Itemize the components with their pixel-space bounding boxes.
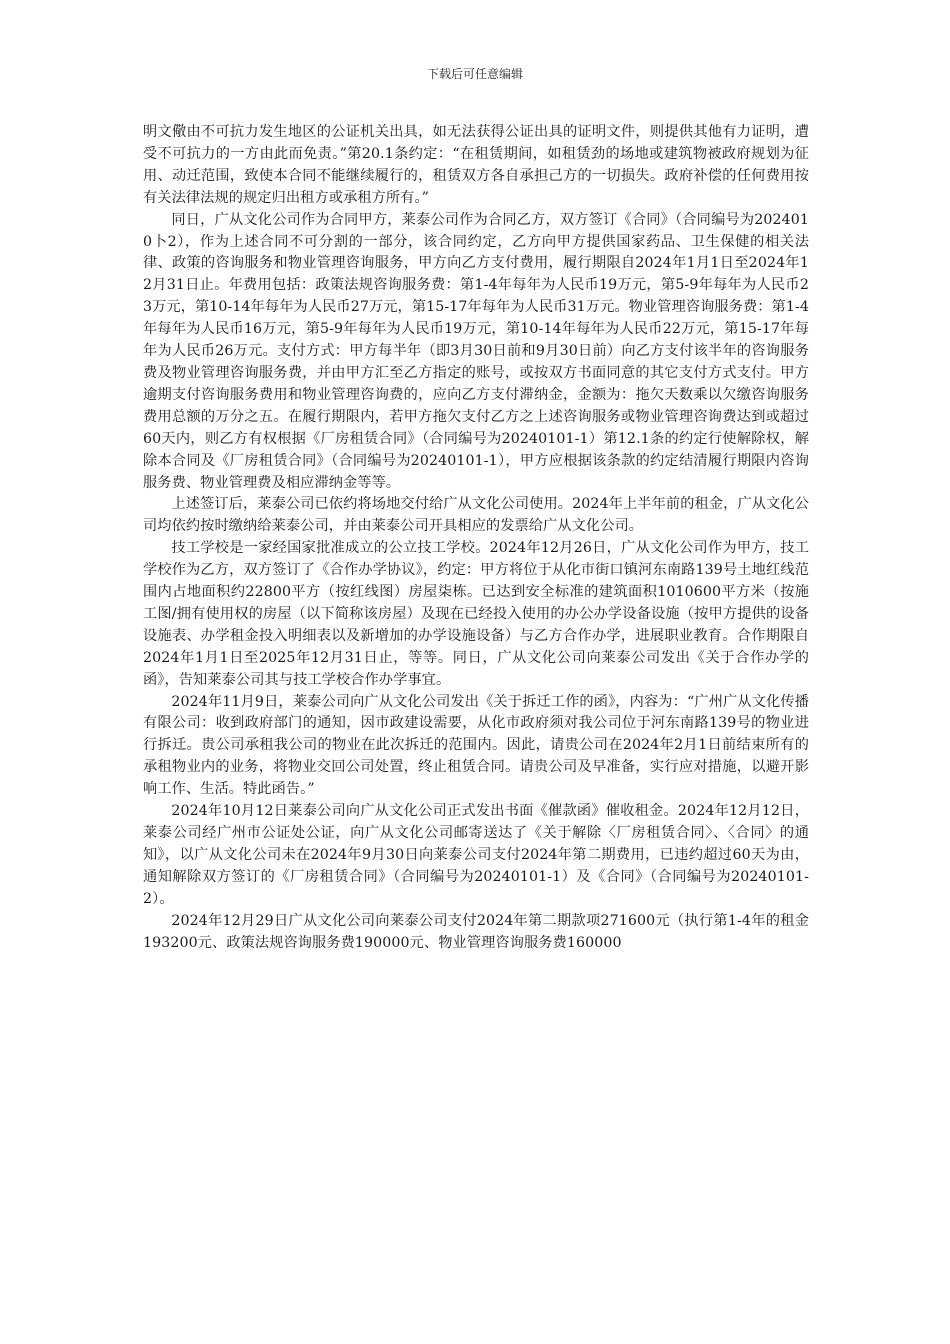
paragraph: 明文儆由不可抗力发生地区的公证机关出具，如无法获得公证出具的证明文件，则提供其他有力证明，遭受不可抗力的一方由此而免责。”第20.1条约定：“在租赁期间，如租赁劲的场地或建筑物被政府规划为征用、动迁范围，致使本合同不能继续履行的，租赁双方各自承担己方的一切损失。政府补偿的任何费用按有关法律法规的规定归出租方或承租方所有。” (143, 124, 809, 206)
paragraph: 2024年12月29日广从文化公司向莱泰公司支付2024年第二期款项271600元（执行第1-4年的租金193200元、政策法规咨询服务费190000元、物业管理咨询服务费160000 (143, 912, 809, 951)
paragraph: 上述签订后，莱泰公司已依约将场地交付给广从文化公司使用。2024年上半年前的租金，广从文化公司均依约按时缴纳给莱泰公司，并由莱泰公司开具相应的发票给广从文化公司。 (143, 496, 809, 535)
paragraph: 技工学校是一家经国家批准成立的公立技工学校。2024年12月26日，广从文化公司作为甲方，技工学校作为乙方，双方签订了《合作办学协议》，约定：甲方将位于从化市街口镇河东南路139号土地红线范围内占地面积约22800平方（按红线图）房屋柒栋。已达到安全标准的建筑面积1010600平方米（按施工图/拥有使用权的房屋（以下简称该房屋）及现在已经投入使用的办公办学设备设施（按甲方提供的设备设施表、办学租金投入明细表以及新增加的办学设施设备）与乙方合作办学，进展职业教育。合作期限自2024年1月1日至2025年12月31日止，等等。同日，广从文化公司向莱泰公司发出《关于合作办学的函》，告知莱泰公司其与技工学校合作办学事宜。 (143, 540, 809, 688)
document-body (143, 122, 809, 954)
paragraph: 2024年10月12日莱泰公司向广从文化公司正式发出书面《催款函》催收租金。2024年12月12日，莱泰公司经广州市公证处公证，向广从文化公司邮寄送达了《关于解除〈厂房租赁合同〉、〈合同〉的通知》，以广从文化公司未在2024年9月30日向莱泰公司支付2024年第二期费用，已违约超过60天为由，通知解除双方签订的《厂房租赁合同》（合同编号为20240101-1）及《合同》（合同编号为20240101-2）。 (143, 803, 809, 907)
paragraph: 同日，广从文化公司作为合同甲方，莱泰公司作为合同乙方，双方签订《合同》（合同编号为2024010卜2），作为上述合同不可分割的一部分，该合同约定，乙方向甲方提供国家药品、卫生保健的相关法律、政策的咨询服务和物业管理咨询服务，甲方向乙方支付费用，履行期限自2024年1月1日至2024年12月31日止。年费用包括：政策法规咨询服务费：第1-4年每年为人民币19万元，第5-9年每年为人民币23万元，第10-14年每年为人民币27万元，第15-17年每年为人民币31万元。物业管理咨询服务费：第1-4年每年为人民币16万元，第5-9年每年为人民币19万元，第10-14年每年为人民币22万元，第15-17年每年为人民币26万元。支付方式：甲方每半年（即3月30日前和9月30日前）向乙方支付该半年的咨询服务费及物业管理咨询服务费，并由甲方汇至乙方指定的账号，或按双方书面同意的其它支付方式支付。甲方逾期支付咨询服务费用和物业管理咨询费的，应向乙方支付滞纳金，金额为：拖欠天数乘以欠缴咨询服务费用总额的万分之五。在履行期限内，若甲方拖欠支付乙方之上述咨询服务或物业管理咨询费达到或超过60天内，则乙方有权根据《厂房租赁合同》（合同编号为20240101-1）第12.1条的约定行使解除权，解除本合同及《厂房租赁合同》（合同编号为20240101-1），甲方应根据该条款的约定结清履行期限内咨询服务费、物业管理费及相应滞纳金等等。 (143, 211, 809, 491)
paragraph: 2024年11月9日，莱泰公司向广从文化公司发出《关于拆迁工作的函》，内容为：“广州广从文化传播有限公司：收到政府部门的通知，因市政建设需要，从化市政府须对我公司位于河东南路139号的物业进行拆迁。贵公司承租我公司的物业在此次拆迁的范围内。因此，请贵公司在2024年2月1日前结束所有的承租物业内的业务，将物业交回公司处置，终止租赁合同。请贵公司及早准备，实行应对措施，以避开影响工作、生活。特此函告。” (143, 693, 809, 798)
page-header: 下载后可任意编辑 (426, 67, 523, 81)
